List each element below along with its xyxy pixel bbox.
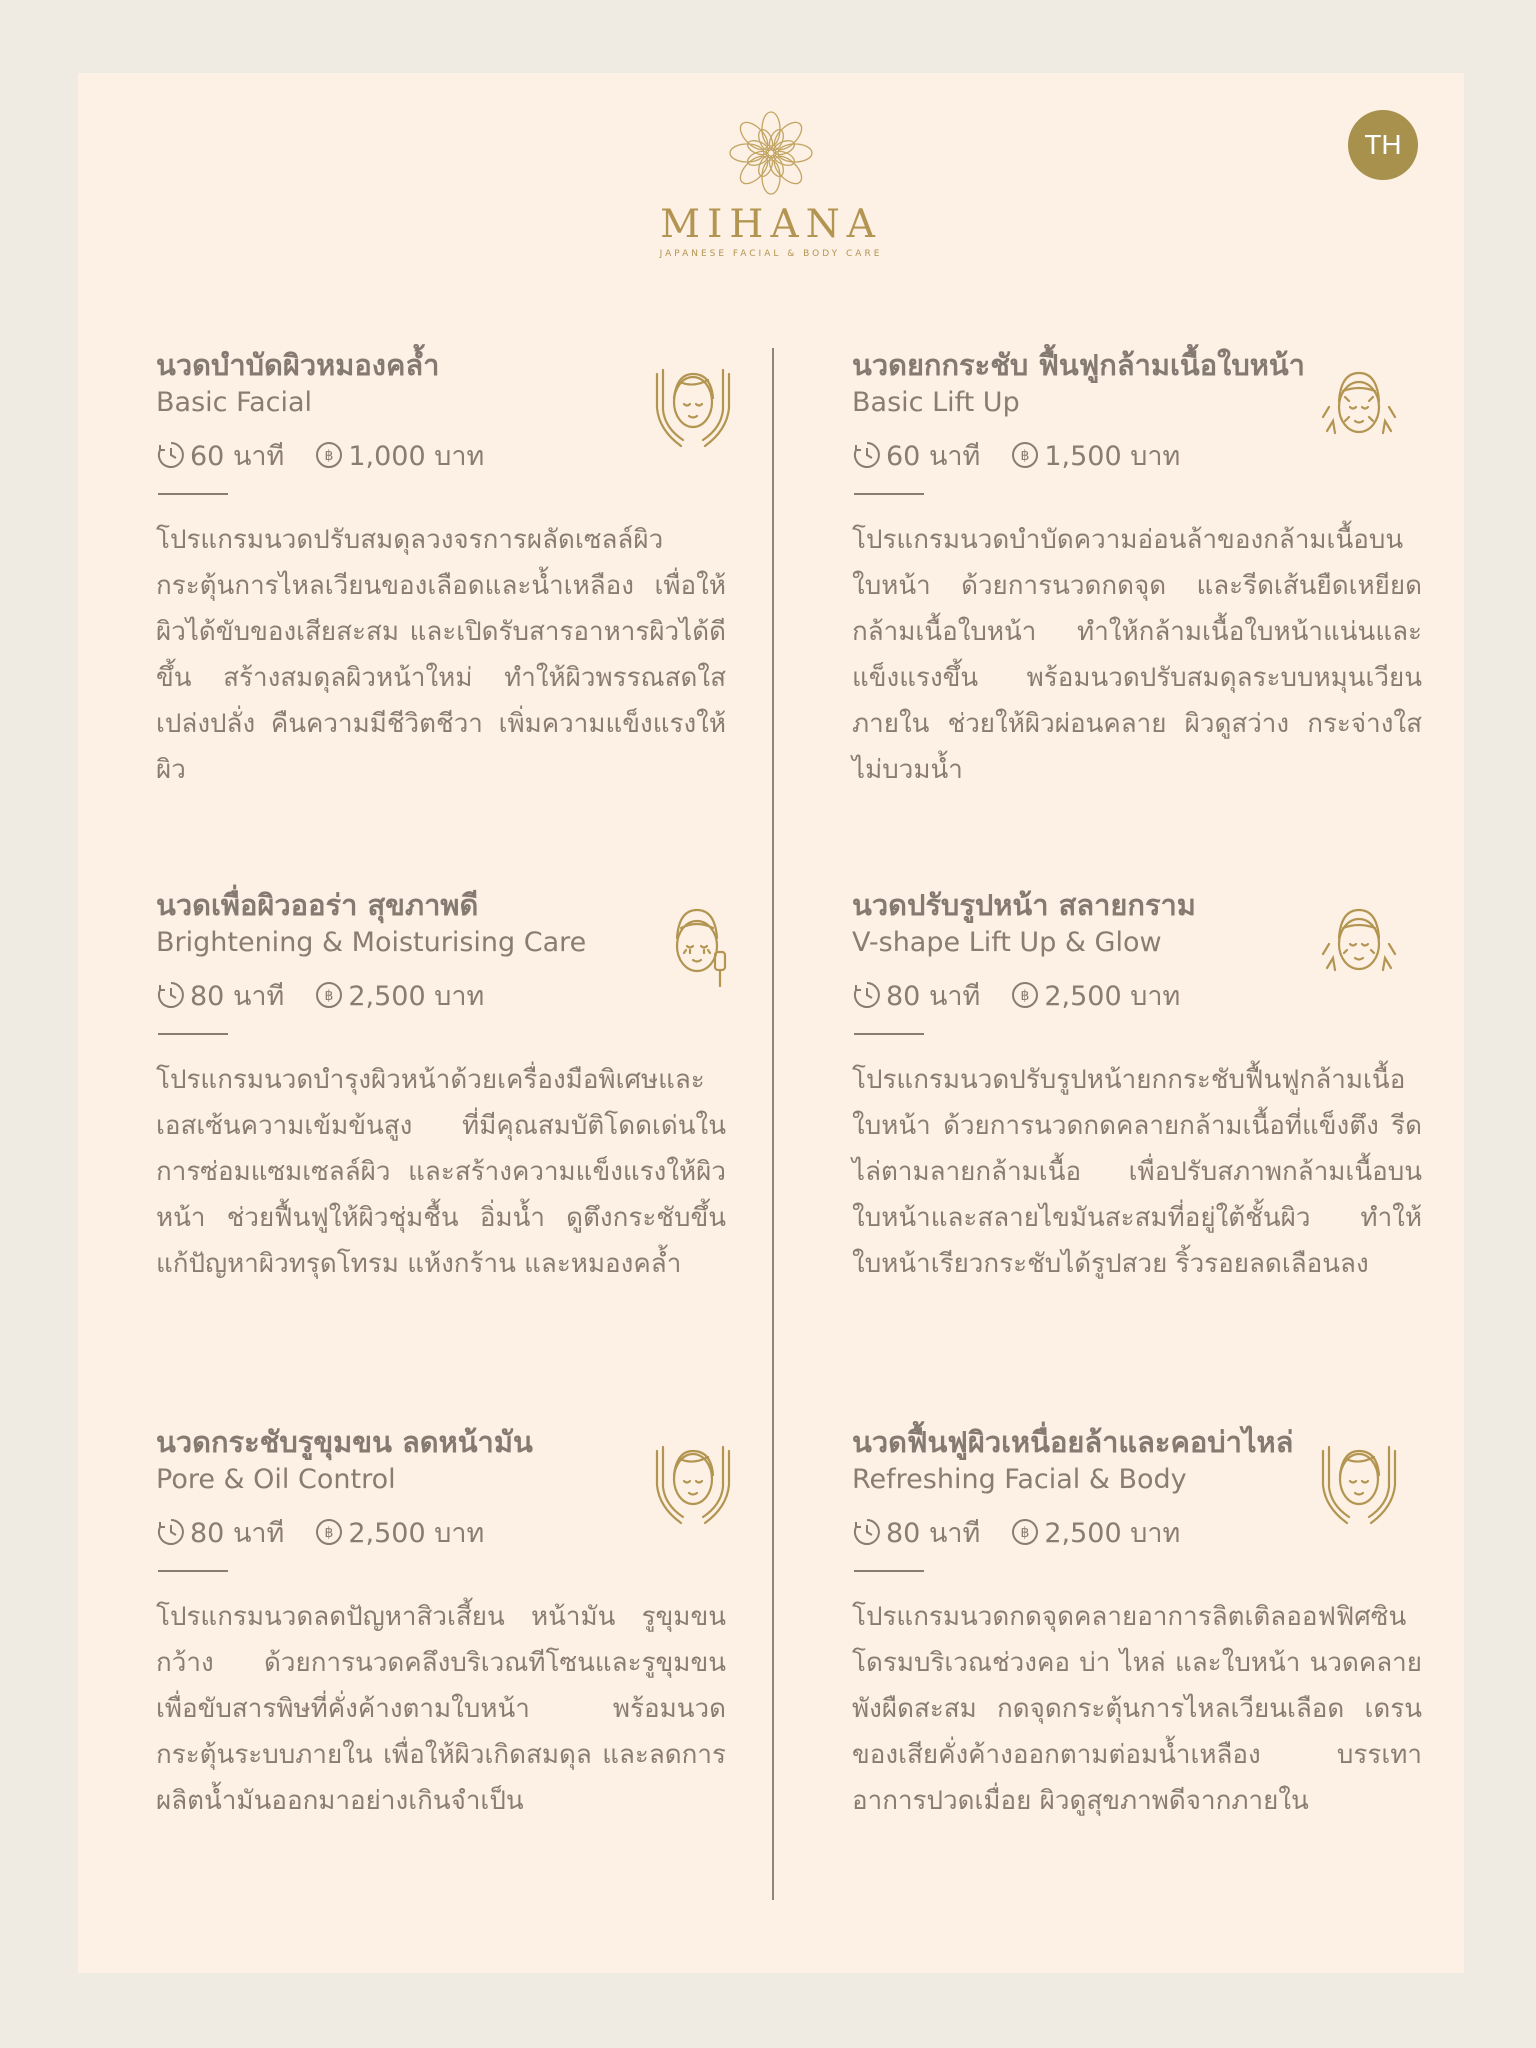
service-meta	[156, 435, 726, 475]
service-title-th: นวดฟื้นฟูผิวเหนื่อยล้าและคอบ่าไหล่	[852, 1425, 1294, 1459]
service-title-en: Pore & Oil Control	[156, 1464, 396, 1495]
section-rule	[854, 1033, 924, 1035]
column-divider	[772, 348, 774, 1900]
service-duration: 80 นาที	[886, 1517, 981, 1549]
service-title-th: นวดยกกระชับ ฟื้นฟูกล้ามเนื้อใบหน้า	[852, 348, 1305, 382]
service-duration: 60 นาที	[190, 440, 285, 472]
service-description: โปรแกรมนวดปรับรูปหน้ายกกระชับฟื้นฟูกล้ามเนื้อใบหน้า ด้วยการนวดกดคลายกล้ามเนื้อที่แข็งตึง รีดไล่ตามลายกล้ามเนื้อ เพื่อปรับสภาพกล้ามเนื้อบนใบหน้าและสลายไขมันสะสมที่อยู่ใต้ชั้นผิว ทำให้ใบหน้าเรียวกระชับได้รูปสวย ริ้วรอยลดเลือนลง	[852, 1065, 1422, 1279]
svg-text:฿: ฿	[324, 988, 334, 1004]
face-hands-icon	[1318, 1435, 1400, 1525]
clock-icon	[852, 980, 882, 1010]
service-title-th: นวดปรับรูปหน้า สลายกราม	[852, 888, 1196, 922]
service-title-en: V-shape Lift Up & Glow	[852, 927, 1162, 958]
face-hands-icon	[652, 358, 734, 448]
service-card	[156, 885, 726, 1287]
service-price: 1,500 บาท	[1044, 440, 1181, 472]
section-rule	[854, 1570, 924, 1572]
face-roller-icon	[658, 898, 740, 988]
service-description: โปรแกรมนวดบำรุงผิวหน้าด้วยเครื่องมือพิเศษและเอสเซ้นความเข้มข้นสูง ที่มีคุณสมบัติโดดเด่นในการซ่อมแซมเซลล์ผิว และสร้างความแข็งแรงให้ผิวหน้า ช่วยฟื้นฟูให้ผิวชุ่มชื้น อิ่มน้ำ ดูตึงกระชับขึ้น แก้ปัญหาผิวทรุดโทรม แห้งกร้าน และหมองคล้ำ	[156, 1065, 726, 1279]
service-title-th: นวดเพื่อผิวออร่า สุขภาพดี	[156, 888, 479, 922]
service-title-th: นวดบำบัดผิวหมองคล้ำ	[156, 348, 440, 382]
baht-coin-icon	[314, 1517, 344, 1547]
service-meta	[156, 975, 726, 1015]
section-rule	[158, 1570, 228, 1572]
service-duration: 80 นาที	[190, 980, 285, 1012]
svg-text:฿: ฿	[324, 1525, 334, 1541]
clock-icon	[156, 1517, 186, 1547]
brand-logo	[658, 109, 884, 259]
service-description: โปรแกรมนวดกดจุดคลายอาการลิตเติลออฟฟิศซินโดรมบริเวณช่วงคอ บ่า ไหล่ และใบหน้า นวดคลายพังผืดสะสม กดจุดกระตุ้นการไหลเวียนเลือด เดรนของเสียคั่งค้างออกตามต่อมน้ำเหลือง บรรเทาอาการปวดเมื่อย ผิวดูสุขภาพดีจากภายใน	[852, 1602, 1422, 1816]
section-rule	[854, 493, 924, 495]
baht-coin-icon	[1010, 1517, 1040, 1547]
brand-name: MIHANA	[660, 202, 882, 247]
face-lift-icon	[1318, 361, 1400, 451]
service-title-en: Brightening & Moisturising Care	[156, 927, 587, 958]
service-card	[156, 345, 726, 793]
service-title-en: Refreshing Facial & Body	[852, 1464, 1187, 1495]
svg-text:฿: ฿	[1020, 448, 1030, 464]
service-price: 1,000 บาท	[348, 440, 485, 472]
section-rule	[158, 493, 228, 495]
service-description: โปรแกรมนวดลดปัญหาสิวเสี้ยน หน้ามัน รูขุมขนกว้าง ด้วยการนวดคลึงบริเวณทีโซนและรูขุมขน เพื่อขับสารพิษที่คั่งค้างตามใบหน้า พร้อมนวดกระตุ้นระบบภายใน เพื่อให้ผิวเกิดสมดุล และลดการผลิตน้ำมันออกมาอย่างเกินจำเป็น	[156, 1602, 726, 1816]
service-price: 2,500 บาท	[1044, 1517, 1181, 1549]
service-description: โปรแกรมนวดบำบัดความอ่อนล้าของกล้ามเนื้อบนใบหน้า ด้วยการนวดกดจุด และรีดเส้นยืดเหยียดกล้ามเนื้อใบหน้า ทำให้กล้ามเนื้อใบหน้าแน่นและแข็งแรงขึ้น พร้อมนวดปรับสมดุลระบบหมุนเวียนภายใน ช่วยให้ผิวผ่อนคลาย ผิวดูสว่าง กระจ่างใส ไม่บวมน้ำ	[852, 525, 1422, 785]
service-card	[156, 1422, 726, 1824]
clock-icon	[852, 1517, 882, 1547]
baht-coin-icon	[314, 980, 344, 1010]
svg-text:฿: ฿	[324, 448, 334, 464]
baht-coin-icon	[314, 440, 344, 470]
language-toggle-button[interactable]: TH	[1348, 110, 1418, 180]
service-price: 2,500 บาท	[1044, 980, 1181, 1012]
service-duration: 80 นาที	[190, 1517, 285, 1549]
section-rule	[158, 1033, 228, 1035]
clock-icon	[156, 980, 186, 1010]
service-description: โปรแกรมนวดปรับสมดุลวงจรการผลัดเซลล์ผิว กระตุ้นการไหลเวียนของเลือดและน้ำเหลือง เพื่อให้ผิวได้ขับของเสียสะสม และเปิดรับสารอาหารผิวได้ดีขึ้น สร้างสมดุลผิวหน้าใหม่ ทำให้ผิวพรรณสดใสเปล่งปลั่ง คืนความมีชีวิตชีวา เพิ่มความแข็งแรงให้ผิว	[156, 525, 726, 785]
baht-coin-icon	[1010, 440, 1040, 470]
service-title-en: Basic Facial	[156, 387, 313, 418]
service-price: 2,500 บาท	[348, 980, 485, 1012]
service-title-th: นวดกระชับรูขุมขน ลดหน้ามัน	[156, 1425, 533, 1459]
service-price: 2,500 บาท	[348, 1517, 485, 1549]
brand-tagline: JAPANESE FACIAL & BODY CARE	[659, 249, 883, 259]
svg-text:฿: ฿	[1020, 1525, 1030, 1541]
service-meta	[156, 1512, 726, 1552]
clock-icon	[156, 440, 186, 470]
lotus-icon	[727, 109, 815, 197]
svg-text:฿: ฿	[1020, 988, 1030, 1004]
service-duration: 80 นาที	[886, 980, 981, 1012]
menu-page	[78, 73, 1464, 1973]
service-title-en: Basic Lift Up	[852, 387, 1020, 418]
baht-coin-icon	[1010, 980, 1040, 1010]
face-hands-icon	[652, 1435, 734, 1525]
face-vshape-icon	[1318, 898, 1400, 988]
service-duration: 60 นาที	[886, 440, 981, 472]
clock-icon	[852, 440, 882, 470]
